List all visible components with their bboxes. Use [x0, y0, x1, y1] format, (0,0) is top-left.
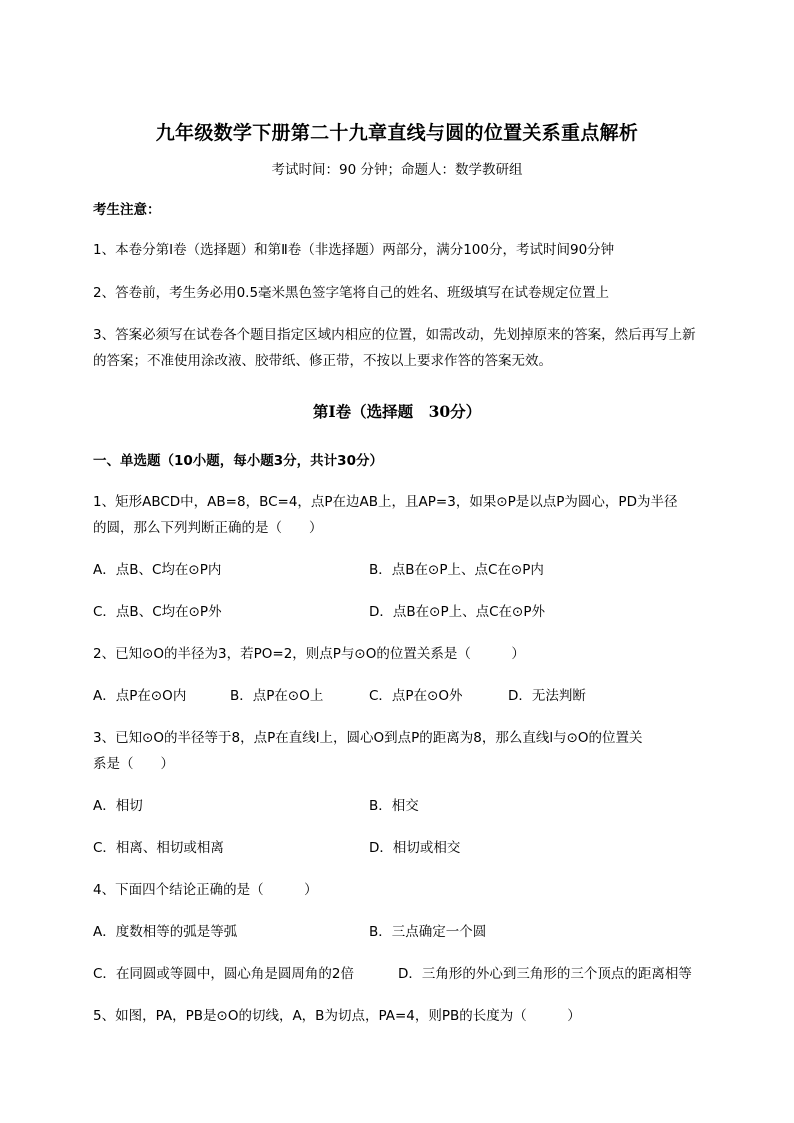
question-2-option-d: D．无法判断 — [508, 688, 586, 704]
notice-heading: 考生注意： — [93, 202, 161, 218]
part-heading: 一、单选题（10小题，每小题3分，共计30分） — [93, 453, 383, 469]
question-4-option-d: D．三角形的外心到三角形的三个顶点的距离相等 — [398, 966, 692, 982]
question-1-option-a: A．点B、C均在⊙P内 — [93, 562, 222, 578]
notice-item-3-line-2: 的答案；不准使用涂改液、胶带纸、修正带，不按以上要求作答的答案无效。 — [93, 353, 552, 369]
question-3-option-b: B．相交 — [369, 798, 419, 814]
question-2-option-c: C．点P在⊙O外 — [369, 688, 463, 704]
question-1-option-b: B．点B在⊙P上、点C在⊙P内 — [369, 562, 544, 578]
question-3-line-1: 3、已知⊙O的半径等于8，点P在直线l上，圆心O到点P的距离为8，那么直线l与⊙O的位置关 — [93, 730, 643, 746]
question-1-line-2: 的圆，那么下列判断正确的是（ ） — [93, 520, 323, 536]
question-3-option-d: D．相切或相交 — [369, 840, 461, 856]
question-4-option-a: A．度数相等的弧是等弧 — [93, 924, 238, 940]
question-3-option-c: C．相离、相切或相离 — [93, 840, 224, 856]
question-4-line-1: 4、下面四个结论正确的是（ ） — [93, 882, 318, 898]
question-4-option-c: C．在同圆或等圆中，圆心角是圆周角的2倍 — [93, 966, 355, 982]
question-5-line-1: 5、如图，PA，PB是⊙O的切线，A，B为切点，PA=4，则PB的长度为（ ） — [93, 1008, 581, 1024]
question-3-option-a: A．相切 — [93, 798, 143, 814]
notice-item-1: 1、本卷分第I卷（选择题）和第Ⅱ卷（非选择题）两部分，满分100分，考试时间90分钟 — [93, 242, 615, 258]
question-1-line-1: 1、矩形ABCD中，AB=8，BC=4，点P在边AB上，且AP=3，如果⊙P是以点P为圆心，PD为半径 — [93, 494, 678, 510]
question-2-option-a: A．点P在⊙O内 — [93, 688, 187, 704]
question-1-option-c: C．点B、C均在⊙P外 — [93, 604, 222, 620]
question-2-line-1: 2、已知⊙O的半径为3，若PO=2，则点P与⊙O的位置关系是（ ） — [93, 646, 525, 662]
question-1-option-d: D．点B在⊙P上、点C在⊙P外 — [369, 604, 545, 620]
section-title: 第I卷（选择题 30分） — [312, 402, 482, 421]
question-3-line-2: 系是（ ） — [93, 756, 174, 772]
question-2-option-b: B．点P在⊙O上 — [230, 688, 324, 704]
exam-info: 考试时间：90 分钟；命题人：数学教研组 — [271, 162, 523, 178]
notice-item-2: 2、答卷前，考生务必用0.5毫米黑色签字笔将自己的姓名、班级填写在试卷规定位置上 — [93, 285, 610, 301]
page-title: 九年级数学下册第二十九章直线与圆的位置关系重点解析 — [155, 122, 639, 144]
question-4-option-b: B．三点确定一个圆 — [369, 924, 487, 940]
notice-item-3-line-1: 3、答案必须写在试卷各个题目指定区域内相应的位置，如需改动，先划掉原来的答案，然后再写上新 — [93, 327, 696, 343]
